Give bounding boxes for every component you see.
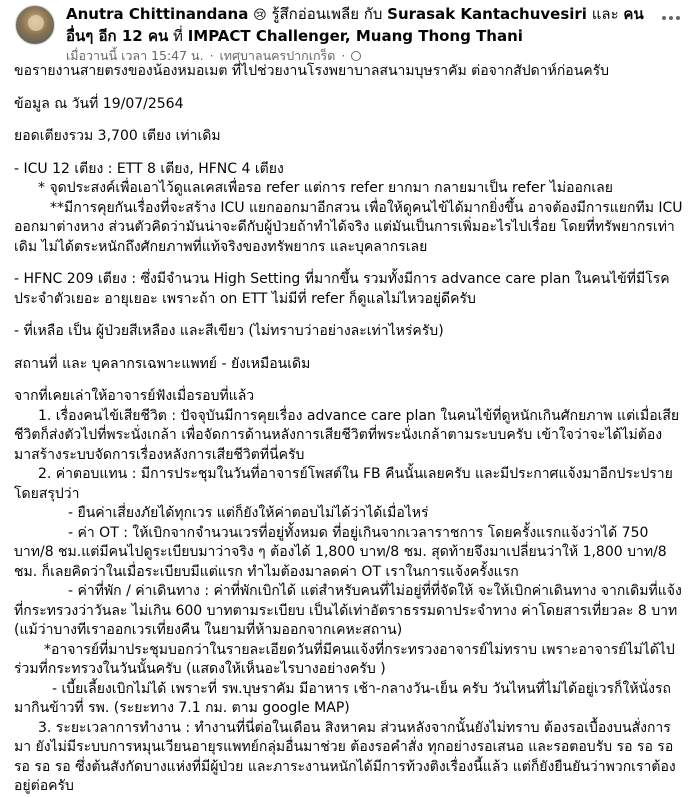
more-dot-icon — [676, 16, 680, 20]
sad-face-emoji-icon: 😢 — [253, 8, 267, 23]
remaining-patients: - ที่เหลือ เป็น ผู้ป่วยสีเหลือง และสีเขียว (ไม่ทราบว่าอย่างละเท่าไหร่ครับ) — [14, 323, 444, 339]
hfnc-beds: - HFNC 209 เตียง : ซึ่งมีจำนวน High Setting ที่มากขึ้น รวมทั้งมีการ advance care plan ในคนไข้ที่มีโรคประจำตัวเยอะ อายุเยอะ เพราะถ้า on ETT ไม่มีที่ refer ก็ดูแลไม่ไหวอยู่ดีครับ — [14, 271, 670, 307]
author-name-link[interactable]: Anutra Chittinandana — [66, 5, 249, 23]
meta-separator: · — [337, 48, 350, 63]
icu-beds: - ICU 12 เตียง : ETT 8 เตียง, HFNC 4 เตียง — [14, 160, 284, 177]
meta-separator: · — [205, 48, 218, 63]
icu-note-2: **มีการคุยกันเรื่องที่จะสร้าง ICU แยกออกมาอีกสวน เพื่อให้ดูคนไข้ได้มากยิ่งขึ้น อาจต้องมีการแยกทีม ICU ออกมาต่างหาง ส่วนตัวคิดว่ามันน่าจะดีกับผู้ป่วยถ้าทำได้จริง แต่มันเป็นการเพิ่มอะไรไปเรื่อย โดยที่ทรัพยากรเท่าเดิม ไม่ได้ตระหนักถึงศักยภาพที่แท้จริงของทรัพยากร และบุคลากรเลย — [14, 199, 683, 255]
more-options-button[interactable] — [656, 6, 686, 30]
total-beds: ยอดเตียงรวม 3,700 เตียง เท่าเดิม — [14, 128, 221, 144]
place-link[interactable]: เทศบาลนครปากเกร็ด — [219, 48, 336, 63]
post-meta — [66, 47, 656, 65]
item-2-meeting-note: *อาจารย์ที่มาประชุมบอกว่าในรายละเอียดวันที่มีคนแจ้งที่กระทรวงอาจารย์ไม่ทราบ เพราะอาจารย์ไม่ได้ไปร่วมที่กระทรวงในวันนั้นครับ (แสดงให้เห็นอะไรบางอย่างครับ ) — [14, 641, 675, 677]
post-header — [0, 0, 700, 63]
author-avatar[interactable] — [15, 5, 55, 45]
data-date: ข้อมูล ณ วันที่ 19/07/2564 — [14, 95, 184, 112]
item-2-overtime: - ค่า OT : ให้เบิกจากจำนวนเวรที่อยู่ทั้งหมด ที่อยู่เกินจากเวลาราชการ โดยครั้งแรกแจ้งว่าได้ 750 บาท/8 ชม.แต่มีคนไปดูระเบียบมาว่าจริง ๆ ต้องได้ 1,800 บาท/8 ชม. สุดท้ายจึงมาเปลี่ยนว่าให้ 1,800 บาท/8 ชม. ก็เลยคิดว่าในเมื่อระเบียบมีแต่แรก ทำไมต้องมาลดค่า OT เราในการแจ้งครั้งแรก — [14, 524, 667, 580]
tagged-person-link[interactable]: Surasak Kantachuvesiri — [387, 5, 587, 23]
post-timestamp-link[interactable]: เมื่อวานนี้ เวลา 15:47 น. — [66, 48, 204, 63]
more-dot-icon — [662, 16, 666, 20]
follow-up-lead: จากที่เคยเล่าให้อาจารย์ฟังเมื่อรอบที่แล้ว — [14, 388, 255, 404]
item-2-risk-pay: - ยืนค่าเสี่ยงภัยได้ทุกเวร แต่ก็ยังให้ค่าตอบไม่ได้ว่าได้เมื่อไหร่ — [68, 505, 429, 521]
icu-note-1: * จุดประสงค์เพื่อเอาไว้ดูแลเคสเพื่อรอ refer แต่การ refer ยากมา กลายมาเป็น refer ไม่ออกเลย — [38, 180, 613, 196]
item-2-compensation: 2. ค่าตอบแทน : มีการประชุมในวันที่อาจารย์โพสต์ใน FB คืนนั้นเลยครับ และมีประกาศแจ้งมาอีกประปราย โดยสรุปว่า — [14, 466, 673, 502]
item-2-allowance: - เบี้ยเลี้ยงเบิกไม่ได้ เพราะที่ รพ.บุษราคัม มีอาหาร เช้า-กลางวัน-เย็น ครับ วันไหนที่ไม่ได้อยู่เวรก็ให้นั่งรถมากินข้าวที่ รพ. (ระยะทาง 7.1 กม. ตาม google MAP) — [14, 680, 671, 716]
others-link[interactable]: คนอื่นๆ อีก 12 คน — [66, 5, 644, 45]
globe-icon[interactable] — [351, 51, 361, 61]
place-and-staff: สถานที่ และ บุคลากรเฉพาะแพทย์ - ยังเหมือนเดิม — [14, 355, 311, 372]
post-header-text — [66, 4, 656, 65]
item-1-deaths: 1. เรื่องคนไข้เสียชีวิต : ปัจจุบันมีการคุยเรื่อง advance care plan ในคนไข้ที่ดูหนักเกินศักยภาพ แต่เมื่อเสียชีวิตก็ส่งตัวไปที่พระนั่งเกล้า เพื่อจัดการด้านหลังการเสียชีวิตที่พระนั่งเกล้าตามระบบครับ เข้าใจว่าจะได้ไม่ต้องมาสร้างระบบจัดการเรื่องหลังการเสียชีวิตที่นี่ครับ — [14, 407, 680, 463]
item-2-lodging-travel: - ค่าที่พัก / ค่าเดินทาง : ค่าที่พักเบิกได้ แต่สำหรับคนที่ไม่อยู่ที่ที่จัดให้ จะให้เบิกค่าเดินทาง จากเดิมที่แจ้งที่กระทรวงว่าวันละ ไม่เกิน 600 บาทตามระเบียบ เป็นได้เท่าอัตราธรรมดาประจำทาง ค่าโดยสารเที่ยวละ 8 บาท (แม้ว่าบางทีเราออกเวรเที่ยงคืน ในยามที่ห้ามออกจากเคหะสถาน) — [14, 583, 682, 638]
post-intro: ขอรายงานสายตรงของน้องหมอเมต ที่ไปช่วยงานโรงพยาบาลสนามบุษราคัม ต่อจากสัปดาห์ก่อนครับ — [14, 63, 610, 79]
and-text: และ — [586, 5, 619, 23]
location-link[interactable]: IMPACT Challenger, Muang Thong Thani — [187, 27, 523, 45]
at-text: ที่ — [168, 27, 188, 45]
feeling-text: รู้สึกอ่อนเพลีย กับ — [266, 5, 388, 23]
item-3-working-period: 3. ระยะเวลาการทำงาน : ทำงานที่นี่ต่อในเดือน สิงหาคม ส่วนหลังจากนั้นยังไม่ทราบ ต้องรอเบื้องบนสั่งการมา ยังไม่มีระบบการหมุนเวียนอายุรแพทย์กลุ่มอื่นมาช่วย ต้องรอคำสั่ง ทุกอย่างรอเสนอ และรอตอบรับ รอ รอ รอ รอ รอ รอ ซึ่งต้นสังกัดบางแห่งที่มีผู้ป่วย และภาระงานหนักได้มีการท้วงติงเรื่องนี้แล้ว แต่ก็ยังยืนยันว่าพวกเราต้องอยู่ต่อครับ — [14, 719, 676, 794]
post-body — [0, 60, 700, 797]
more-dot-icon — [669, 16, 673, 20]
